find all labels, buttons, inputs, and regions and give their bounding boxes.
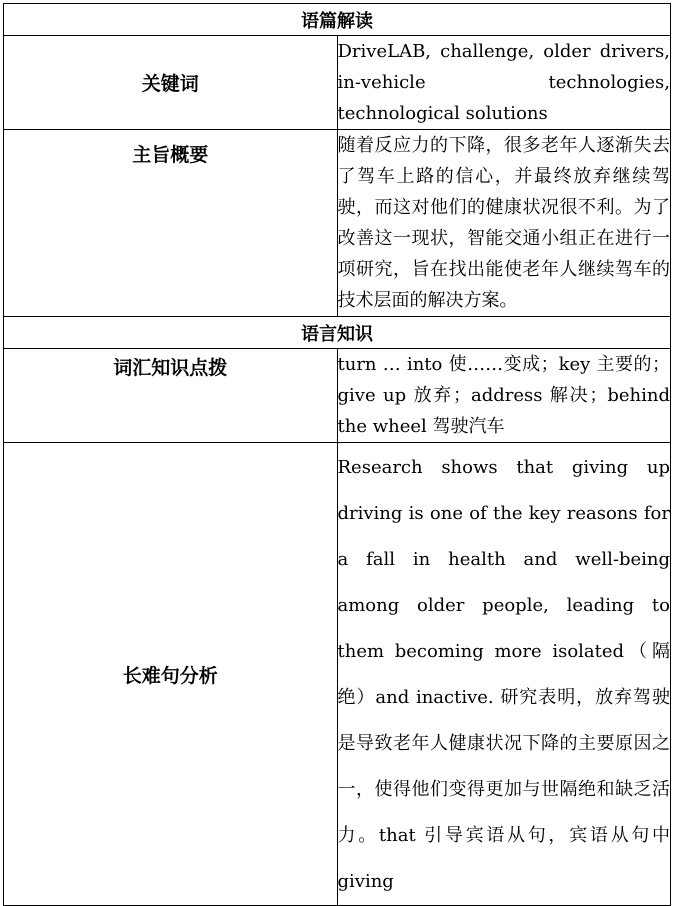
section-title-reading: 语篇解读	[4, 4, 671, 36]
summary-label: 主旨概要	[4, 130, 338, 317]
keywords-label: 关键词	[4, 36, 338, 130]
sentence-analysis-label: 长难句分析	[4, 443, 338, 906]
sentence-analysis-text: Research shows that giving up driving is one of the key reasons for a fall in health and well-being among older people, leading to them becoming more isolated（隔绝）and inactive. 研究表明，放弃驾驶是导致老年人健康状况下降的主要原因之一，使得他们变得更加与世隔绝和缺乏活力。that 引导宾语从句，宾语从句中 giving	[337, 443, 671, 906]
reading-analysis-table	[3, 3, 671, 906]
section-title-language: 语言知识	[4, 317, 671, 349]
vocab-label: 词汇知识点拨	[4, 349, 338, 443]
summary-text: 随着反应力的下降，很多老年人逐渐失去了驾车上路的信心，并最终放弃继续驾驶，而这对他们的健康状况很不利。为了改善这一现状，智能交通小组正在进行一项研究，旨在找出能使老年人继续驾车的技术层面的解决方案。	[337, 130, 671, 317]
vocab-text: turn … into 使……变成；key 主要的；give up 放弃；address 解决；behind the wheel 驾驶汽车	[337, 349, 671, 443]
keywords-text: DriveLAB, challenge, older drivers, in-vehicle technologies, technological solutions	[337, 36, 671, 130]
